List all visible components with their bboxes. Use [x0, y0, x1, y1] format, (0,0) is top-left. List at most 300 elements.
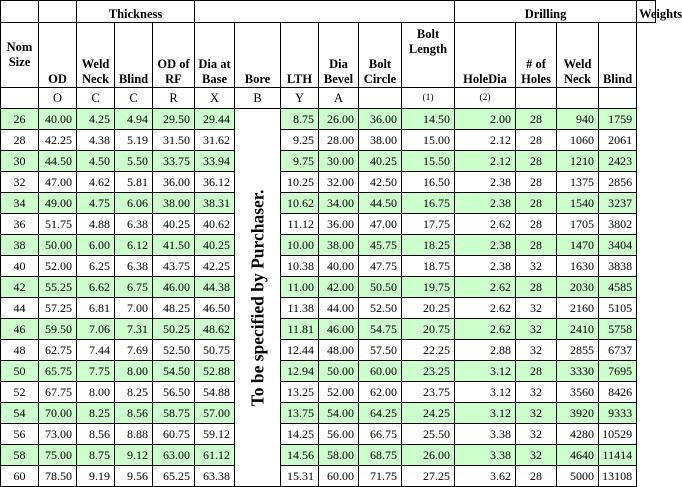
bolt-circle-cell: 68.75: [359, 445, 402, 466]
dia-bevel-cell: 58.00: [319, 445, 359, 466]
od-of-rf-cell: 46.00: [153, 277, 195, 298]
hole-dia-cell: 2.00: [455, 109, 516, 130]
od-of-rf-cell: 65.25: [153, 466, 195, 487]
num-holes-cell: 28: [516, 130, 557, 151]
lth-cell: 10.00: [281, 235, 319, 256]
table-row: [1, 193, 656, 214]
dia-at-base-cell: 33.94: [195, 151, 235, 172]
dia-at-base-cell: 44.38: [195, 277, 235, 298]
dia-at-base-cell: 48.62: [195, 319, 235, 340]
dia-bevel-cell: 46.00: [319, 319, 359, 340]
weld-neck-weight-cell: 2160: [557, 298, 599, 319]
bolt-circle-cell: 42.50: [359, 172, 402, 193]
hole-dia-cell: 2.38: [455, 172, 516, 193]
dia-at-base-cell: 61.12: [195, 445, 235, 466]
bolt-length-cell: 24.25: [402, 403, 455, 424]
od-cell: 57.25: [39, 298, 77, 319]
weld-neck-weight-cell: 3920: [557, 403, 599, 424]
table-row: [1, 256, 656, 277]
nom-size-cell: 30: [1, 151, 39, 172]
dia-at-base-cell: 40.62: [195, 214, 235, 235]
header-blank-cell: [1, 1, 39, 23]
num-holes-cell: 32: [516, 403, 557, 424]
blind-thickness-cell: 7.69: [115, 340, 153, 361]
letter-cell: (1): [402, 88, 455, 109]
letter-cell: [359, 88, 402, 109]
dia-at-base-cell: 54.88: [195, 382, 235, 403]
hole-dia-cell: 2.12: [455, 151, 516, 172]
lth-cell: 14.25: [281, 424, 319, 445]
od-cell: 73.00: [39, 424, 77, 445]
bore-header: Bore: [235, 23, 281, 88]
blind-thickness-cell: 5.50: [115, 151, 153, 172]
bolt-circle-cell: 64.25: [359, 403, 402, 424]
od-of-rf-cell: 38.00: [153, 193, 195, 214]
blind-weight-cell: 10529: [599, 424, 637, 445]
bolt-length-cell: 18.75: [402, 256, 455, 277]
letter-cell: Y: [281, 88, 319, 109]
bolt-circle-cell: 47.75: [359, 256, 402, 277]
table-row: [1, 151, 656, 172]
weld-neck-thickness-cell: 7.06: [77, 319, 115, 340]
weld-neck-thickness-cell: 8.25: [77, 403, 115, 424]
blind-thickness-cell: 9.56: [115, 466, 153, 487]
dia-bevel-cell: 38.00: [319, 235, 359, 256]
bolt-length-cell: 27.25: [402, 466, 455, 487]
bolt-length-cell: 18.25: [402, 235, 455, 256]
num-holes-cell: 32: [516, 256, 557, 277]
num-holes-cell: 32: [516, 424, 557, 445]
od-cell: 55.25: [39, 277, 77, 298]
lth-cell: 11.00: [281, 277, 319, 298]
letter-cell: C: [115, 88, 153, 109]
blind-thickness-cell: 7.31: [115, 319, 153, 340]
dia-at-base-cell: 63.38: [195, 466, 235, 487]
weld-neck-weight-header: Weld Neck: [557, 23, 599, 88]
letter-cell: (2): [455, 88, 516, 109]
blind-thickness-header: Blind: [115, 23, 153, 88]
bolt-length-cell: 23.25: [402, 361, 455, 382]
num-holes-cell: 32: [516, 298, 557, 319]
bolt-length-header: Bolt Length: [402, 23, 455, 88]
letter-cell: A: [319, 88, 359, 109]
od-cell: 47.00: [39, 172, 77, 193]
dia-bevel-cell: 42.00: [319, 277, 359, 298]
dia-bevel-cell: 30.00: [319, 151, 359, 172]
hole-dia-cell: 2.12: [455, 130, 516, 151]
od-of-rf-cell: 31.50: [153, 130, 195, 151]
lth-cell: 13.25: [281, 382, 319, 403]
nom-size-cell: 54: [1, 403, 39, 424]
lth-cell: 15.31: [281, 466, 319, 487]
table-row: [1, 235, 656, 256]
blind-weight-cell: 4585: [599, 277, 637, 298]
nom-size-cell: 42: [1, 277, 39, 298]
weld-neck-weight-cell: 1470: [557, 235, 599, 256]
table-row: [1, 277, 656, 298]
bolt-circle-cell: 44.50: [359, 193, 402, 214]
blind-weight-cell: 9333: [599, 403, 637, 424]
num-holes-cell: 32: [516, 319, 557, 340]
weld-neck-weight-cell: 3330: [557, 361, 599, 382]
letter-cell: [557, 88, 599, 109]
dia-bevel-cell: 40.00: [319, 256, 359, 277]
blind-thickness-cell: 6.12: [115, 235, 153, 256]
dia-bevel-cell: 60.00: [319, 466, 359, 487]
table-header: [1, 1, 682, 109]
weld-neck-thickness-cell: 8.00: [77, 382, 115, 403]
table-row: [1, 172, 656, 193]
blind-weight-cell: 2061: [599, 130, 637, 151]
od-of-rf-cell: 29.50: [153, 109, 195, 130]
num-holes-cell: 28: [516, 109, 557, 130]
od-cell: 44.50: [39, 151, 77, 172]
weld-neck-thickness-cell: 4.50: [77, 151, 115, 172]
nom-size-cell: 50: [1, 361, 39, 382]
od-of-rf-cell: 33.75: [153, 151, 195, 172]
od-cell: 70.00: [39, 403, 77, 424]
dia-at-base-cell: 40.25: [195, 235, 235, 256]
od-cell: 49.00: [39, 193, 77, 214]
weld-neck-weight-cell: 1630: [557, 256, 599, 277]
nom-size-cell: 36: [1, 214, 39, 235]
num-holes-cell: 32: [516, 445, 557, 466]
hole-dia-header: HoleDia: [455, 23, 516, 88]
dia-at-base-cell: 42.25: [195, 256, 235, 277]
lth-cell: 10.25: [281, 172, 319, 193]
table-row: [1, 319, 656, 340]
od-cell: 59.50: [39, 319, 77, 340]
dia-bevel-cell: 56.00: [319, 424, 359, 445]
thickness-group-header: Thickness: [77, 1, 195, 23]
bolt-circle-cell: 36.00: [359, 109, 402, 130]
od-of-rf-cell: 48.25: [153, 298, 195, 319]
hole-dia-cell: 2.88: [455, 340, 516, 361]
dia-at-base-cell: 50.75: [195, 340, 235, 361]
bolt-length-cell: 16.50: [402, 172, 455, 193]
lth-cell: 10.38: [281, 256, 319, 277]
lth-cell: 13.75: [281, 403, 319, 424]
weld-neck-weight-cell: 1705: [557, 214, 599, 235]
od-of-rf-cell: 60.75: [153, 424, 195, 445]
num-holes-cell: 32: [516, 340, 557, 361]
dia-at-base-cell: 29.44: [195, 109, 235, 130]
nom-size-cell: 46: [1, 319, 39, 340]
num-holes-cell: 28: [516, 361, 557, 382]
bolt-circle-header: Bolt Circle: [359, 23, 402, 88]
blind-weight-cell: 2856: [599, 172, 637, 193]
dia-bevel-cell: 28.00: [319, 130, 359, 151]
weld-neck-thickness-cell: 4.88: [77, 214, 115, 235]
header-blank-cell: [195, 1, 455, 23]
od-of-rf-cell: 56.50: [153, 382, 195, 403]
hole-dia-cell: 3.12: [455, 361, 516, 382]
bolt-length-cell: 20.25: [402, 298, 455, 319]
num-holes-cell: 28: [516, 151, 557, 172]
od-cell: 50.00: [39, 235, 77, 256]
letter-cell: [599, 88, 637, 109]
nom-size-cell: 48: [1, 340, 39, 361]
weld-neck-weight-cell: 1060: [557, 130, 599, 151]
lth-cell: 9.25: [281, 130, 319, 151]
bolt-circle-cell: 62.00: [359, 382, 402, 403]
od-cell: 42.25: [39, 130, 77, 151]
dia-at-base-cell: 31.62: [195, 130, 235, 151]
hole-dia-cell: 2.62: [455, 214, 516, 235]
weld-neck-weight-cell: 2855: [557, 340, 599, 361]
bolt-circle-cell: 71.75: [359, 466, 402, 487]
num-holes-cell: 28: [516, 172, 557, 193]
letter-cell: [1, 88, 39, 109]
lth-cell: 14.56: [281, 445, 319, 466]
dia-bevel-cell: 52.00: [319, 382, 359, 403]
bolt-length-cell: 20.75: [402, 319, 455, 340]
bolt-circle-cell: 57.50: [359, 340, 402, 361]
blind-thickness-cell: 8.00: [115, 361, 153, 382]
blind-weight-cell: 3838: [599, 256, 637, 277]
bore-note: To be specified by Purchaser.: [247, 189, 267, 406]
dia-at-base-cell: 38.31: [195, 193, 235, 214]
dia-bevel-cell: 26.00: [319, 109, 359, 130]
table-row: [1, 445, 656, 466]
od-of-rf-cell: 41.50: [153, 235, 195, 256]
od-cell: 75.00: [39, 445, 77, 466]
table-row: [1, 403, 656, 424]
od-of-rf-cell: 36.00: [153, 172, 195, 193]
weld-neck-thickness-cell: 7.75: [77, 361, 115, 382]
lth-cell: 12.44: [281, 340, 319, 361]
num-holes-cell: 28: [516, 214, 557, 235]
lth-cell: 8.75: [281, 109, 319, 130]
hole-dia-cell: 2.62: [455, 319, 516, 340]
weld-neck-weight-cell: 1375: [557, 172, 599, 193]
nom-size-cell: 32: [1, 172, 39, 193]
blind-thickness-cell: 6.75: [115, 277, 153, 298]
blind-weight-cell: 3404: [599, 235, 637, 256]
hole-dia-cell: 3.38: [455, 424, 516, 445]
od-cell: 40.00: [39, 109, 77, 130]
weld-neck-thickness-cell: 6.81: [77, 298, 115, 319]
od-cell: 51.75: [39, 214, 77, 235]
blind-weight-cell: 7695: [599, 361, 637, 382]
bore-spec-cell: [235, 109, 281, 487]
od-cell: 62.75: [39, 340, 77, 361]
table-row: [1, 298, 656, 319]
weld-neck-weight-cell: 940: [557, 109, 599, 130]
weld-neck-weight-cell: 5000: [557, 466, 599, 487]
num-holes-cell: 28: [516, 235, 557, 256]
blind-weight-cell: 3802: [599, 214, 637, 235]
header-blank-cell: [39, 1, 77, 23]
lth-cell: 9.75: [281, 151, 319, 172]
table-row: [1, 130, 656, 151]
bolt-length-cell: 16.75: [402, 193, 455, 214]
table-row: [1, 424, 656, 445]
dia-bevel-cell: 36.00: [319, 214, 359, 235]
nom-size-cell: 38: [1, 235, 39, 256]
od-of-rf-cell: 40.25: [153, 214, 195, 235]
od-of-rf-cell: 52.50: [153, 340, 195, 361]
hole-dia-cell: 2.38: [455, 235, 516, 256]
blind-weight-cell: 1759: [599, 109, 637, 130]
hole-dia-cell: 3.12: [455, 382, 516, 403]
weld-neck-thickness-cell: 4.62: [77, 172, 115, 193]
dia-bevel-cell: 54.00: [319, 403, 359, 424]
table-row: [1, 214, 656, 235]
bolt-circle-cell: 54.75: [359, 319, 402, 340]
od-of-rf-cell: 63.00: [153, 445, 195, 466]
dia-bevel-cell: 32.00: [319, 172, 359, 193]
weld-neck-thickness-cell: 9.19: [77, 466, 115, 487]
dia-at-base-cell: 52.88: [195, 361, 235, 382]
weld-neck-thickness-cell: 6.25: [77, 256, 115, 277]
weld-neck-thickness-cell: 7.44: [77, 340, 115, 361]
od-cell: 78.50: [39, 466, 77, 487]
blind-thickness-cell: 9.12: [115, 445, 153, 466]
nom-size-header: Nom Size: [1, 23, 39, 88]
blind-weight-cell: 5758: [599, 319, 637, 340]
dia-bevel-header: Dia Bevel: [319, 23, 359, 88]
od-of-rf-cell: 54.50: [153, 361, 195, 382]
lth-cell: 12.94: [281, 361, 319, 382]
blind-thickness-cell: 8.88: [115, 424, 153, 445]
num-holes-header: # of Holes: [516, 23, 557, 88]
weld-neck-weight-cell: 1210: [557, 151, 599, 172]
letter-cell: B: [235, 88, 281, 109]
letter-cell: R: [153, 88, 195, 109]
hole-dia-cell: 3.38: [455, 445, 516, 466]
nom-size-cell: 34: [1, 193, 39, 214]
od-of-rf-cell: 43.75: [153, 256, 195, 277]
bolt-circle-cell: 66.75: [359, 424, 402, 445]
blind-weight-cell: 6737: [599, 340, 637, 361]
dimension-letter-row: [1, 88, 656, 109]
nom-size-cell: 44: [1, 298, 39, 319]
bolt-circle-cell: 38.00: [359, 130, 402, 151]
od-of-rf-header: OD of RF: [153, 23, 195, 88]
weld-neck-thickness-cell: 6.00: [77, 235, 115, 256]
weld-neck-weight-cell: 3560: [557, 382, 599, 403]
od-header: OD: [39, 23, 77, 88]
hole-dia-cell: 2.62: [455, 277, 516, 298]
nom-size-cell: 56: [1, 424, 39, 445]
weld-neck-weight-cell: 2030: [557, 277, 599, 298]
bolt-circle-cell: 45.75: [359, 235, 402, 256]
bolt-length-cell: 15.50: [402, 151, 455, 172]
table-row: [1, 466, 656, 487]
letter-cell: [516, 88, 557, 109]
table-row: [1, 340, 656, 361]
dia-at-base-cell: 46.50: [195, 298, 235, 319]
table-row: [1, 382, 656, 403]
od-of-rf-cell: 58.75: [153, 403, 195, 424]
bolt-circle-cell: 52.50: [359, 298, 402, 319]
lth-cell: 11.12: [281, 214, 319, 235]
weld-neck-weight-cell: 1540: [557, 193, 599, 214]
table-row: [1, 109, 656, 130]
weld-neck-thickness-cell: 8.75: [77, 445, 115, 466]
dia-at-base-header: Dia at Base: [195, 23, 235, 88]
blind-thickness-cell: 5.19: [115, 130, 153, 151]
weld-neck-thickness-cell: 4.38: [77, 130, 115, 151]
nom-size-cell: 52: [1, 382, 39, 403]
bolt-length-cell: 26.00: [402, 445, 455, 466]
blind-thickness-cell: 8.25: [115, 382, 153, 403]
blind-thickness-cell: 7.00: [115, 298, 153, 319]
weld-neck-weight-cell: 4280: [557, 424, 599, 445]
weld-neck-thickness-cell: 4.25: [77, 109, 115, 130]
bolt-circle-cell: 50.50: [359, 277, 402, 298]
bolt-circle-cell: 40.25: [359, 151, 402, 172]
weld-neck-thickness-cell: 6.62: [77, 277, 115, 298]
bolt-circle-cell: 47.00: [359, 214, 402, 235]
weld-neck-weight-cell: 2410: [557, 319, 599, 340]
lth-header: LTH: [281, 23, 319, 88]
nom-size-cell: 26: [1, 109, 39, 130]
num-holes-cell: 28: [516, 193, 557, 214]
hole-dia-cell: 3.12: [455, 403, 516, 424]
bolt-length-cell: 19.75: [402, 277, 455, 298]
blind-weight-cell: 5105: [599, 298, 637, 319]
blind-weight-header: Blind: [599, 23, 637, 88]
dia-bevel-cell: 48.00: [319, 340, 359, 361]
lth-cell: 10.62: [281, 193, 319, 214]
blind-weight-cell: 13108: [599, 466, 637, 487]
bolt-length-cell: 15.00: [402, 130, 455, 151]
blind-thickness-cell: 4.94: [115, 109, 153, 130]
table-row: [1, 361, 656, 382]
letter-cell: O: [39, 88, 77, 109]
letter-cell: C: [77, 88, 115, 109]
hole-dia-cell: 3.62: [455, 466, 516, 487]
hole-dia-cell: 2.62: [455, 298, 516, 319]
nom-size-cell: 28: [1, 130, 39, 151]
dia-bevel-cell: 50.00: [319, 361, 359, 382]
lth-cell: 11.81: [281, 319, 319, 340]
blind-weight-cell: 2423: [599, 151, 637, 172]
blind-thickness-cell: 8.56: [115, 403, 153, 424]
bolt-length-cell: 23.75: [402, 382, 455, 403]
num-holes-cell: 28: [516, 466, 557, 487]
weld-neck-thickness-cell: 4.75: [77, 193, 115, 214]
bolt-circle-cell: 60.00: [359, 361, 402, 382]
od-cell: 67.75: [39, 382, 77, 403]
blind-thickness-cell: 6.38: [115, 256, 153, 277]
letter-cell: X: [195, 88, 235, 109]
dia-bevel-cell: 44.00: [319, 298, 359, 319]
blind-thickness-cell: 6.38: [115, 214, 153, 235]
hole-dia-cell: 2.38: [455, 193, 516, 214]
weld-neck-thickness-cell: 8.56: [77, 424, 115, 445]
weld-neck-weight-cell: 4640: [557, 445, 599, 466]
blind-weight-cell: 8426: [599, 382, 637, 403]
dia-at-base-cell: 57.00: [195, 403, 235, 424]
nom-size-cell: 60: [1, 466, 39, 487]
nom-size-cell: 40: [1, 256, 39, 277]
blind-thickness-cell: 5.81: [115, 172, 153, 193]
blind-thickness-cell: 6.06: [115, 193, 153, 214]
hole-dia-cell: 2.38: [455, 256, 516, 277]
table-body: [1, 109, 656, 487]
num-holes-cell: 28: [516, 277, 557, 298]
blind-weight-cell: 3237: [599, 193, 637, 214]
weld-neck-thickness-header: Weld Neck: [77, 23, 115, 88]
dia-at-base-cell: 36.12: [195, 172, 235, 193]
od-of-rf-cell: 50.25: [153, 319, 195, 340]
dia-at-base-cell: 59.12: [195, 424, 235, 445]
bolt-length-cell: 25.50: [402, 424, 455, 445]
od-cell: 52.00: [39, 256, 77, 277]
